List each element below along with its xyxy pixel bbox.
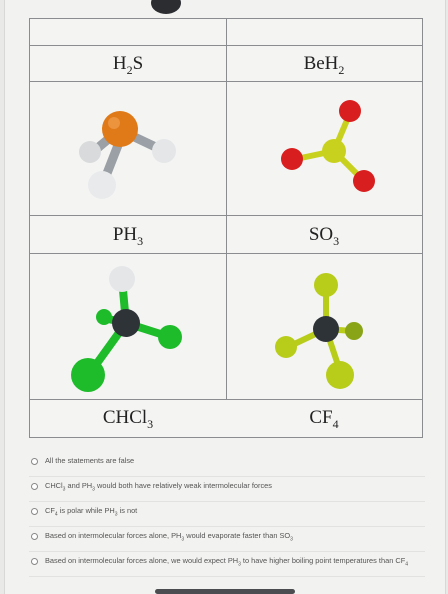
beh2-model-image bbox=[268, 93, 378, 203]
horizontal-scrollbar[interactable] bbox=[155, 589, 295, 594]
molecule-table bbox=[29, 18, 423, 438]
option-cf4-polar[interactable]: $CF_4$ is polar while $PH_3$ is not bbox=[29, 502, 425, 527]
label-cf4: $CF_4$ bbox=[309, 407, 339, 431]
question-panel bbox=[4, 0, 446, 594]
option-ph3-boiling[interactable]: Based on intermolecular forces alone, we would expect $PH_3$ to have higher boiling point temperatures than $CF_4$ bbox=[29, 552, 425, 577]
option-all-false[interactable]: All the statements are false bbox=[29, 452, 425, 477]
chcl3-model-image bbox=[66, 263, 196, 393]
radio-button[interactable] bbox=[31, 533, 38, 540]
radio-button[interactable] bbox=[31, 458, 38, 465]
option-chcl3-ph3-weak[interactable]: CHCl$_3$ and $PH_3$ would both have relatively weak intermolecular forces bbox=[29, 477, 425, 502]
cf4-model-image bbox=[268, 269, 388, 394]
label-ph3: $PH_3$ bbox=[112, 224, 144, 248]
label-so3: $SO_3$ bbox=[308, 224, 340, 248]
scroll-handle[interactable] bbox=[151, 0, 181, 14]
radio-button[interactable] bbox=[31, 558, 38, 565]
label-chcl3: CHCl$_3$ bbox=[102, 407, 154, 431]
label-h2s: $H_2S$ bbox=[112, 53, 144, 77]
answer-options bbox=[29, 452, 425, 577]
radio-button[interactable] bbox=[31, 483, 38, 490]
option-ph3-evaporate[interactable]: Based on intermolecular forces alone, $PH_3$ would evaporate faster than $SO_3$ bbox=[29, 527, 425, 552]
radio-button[interactable] bbox=[31, 508, 38, 515]
label-beh2: BeH$_2$ bbox=[303, 53, 345, 77]
h2s-model-image bbox=[66, 89, 196, 209]
